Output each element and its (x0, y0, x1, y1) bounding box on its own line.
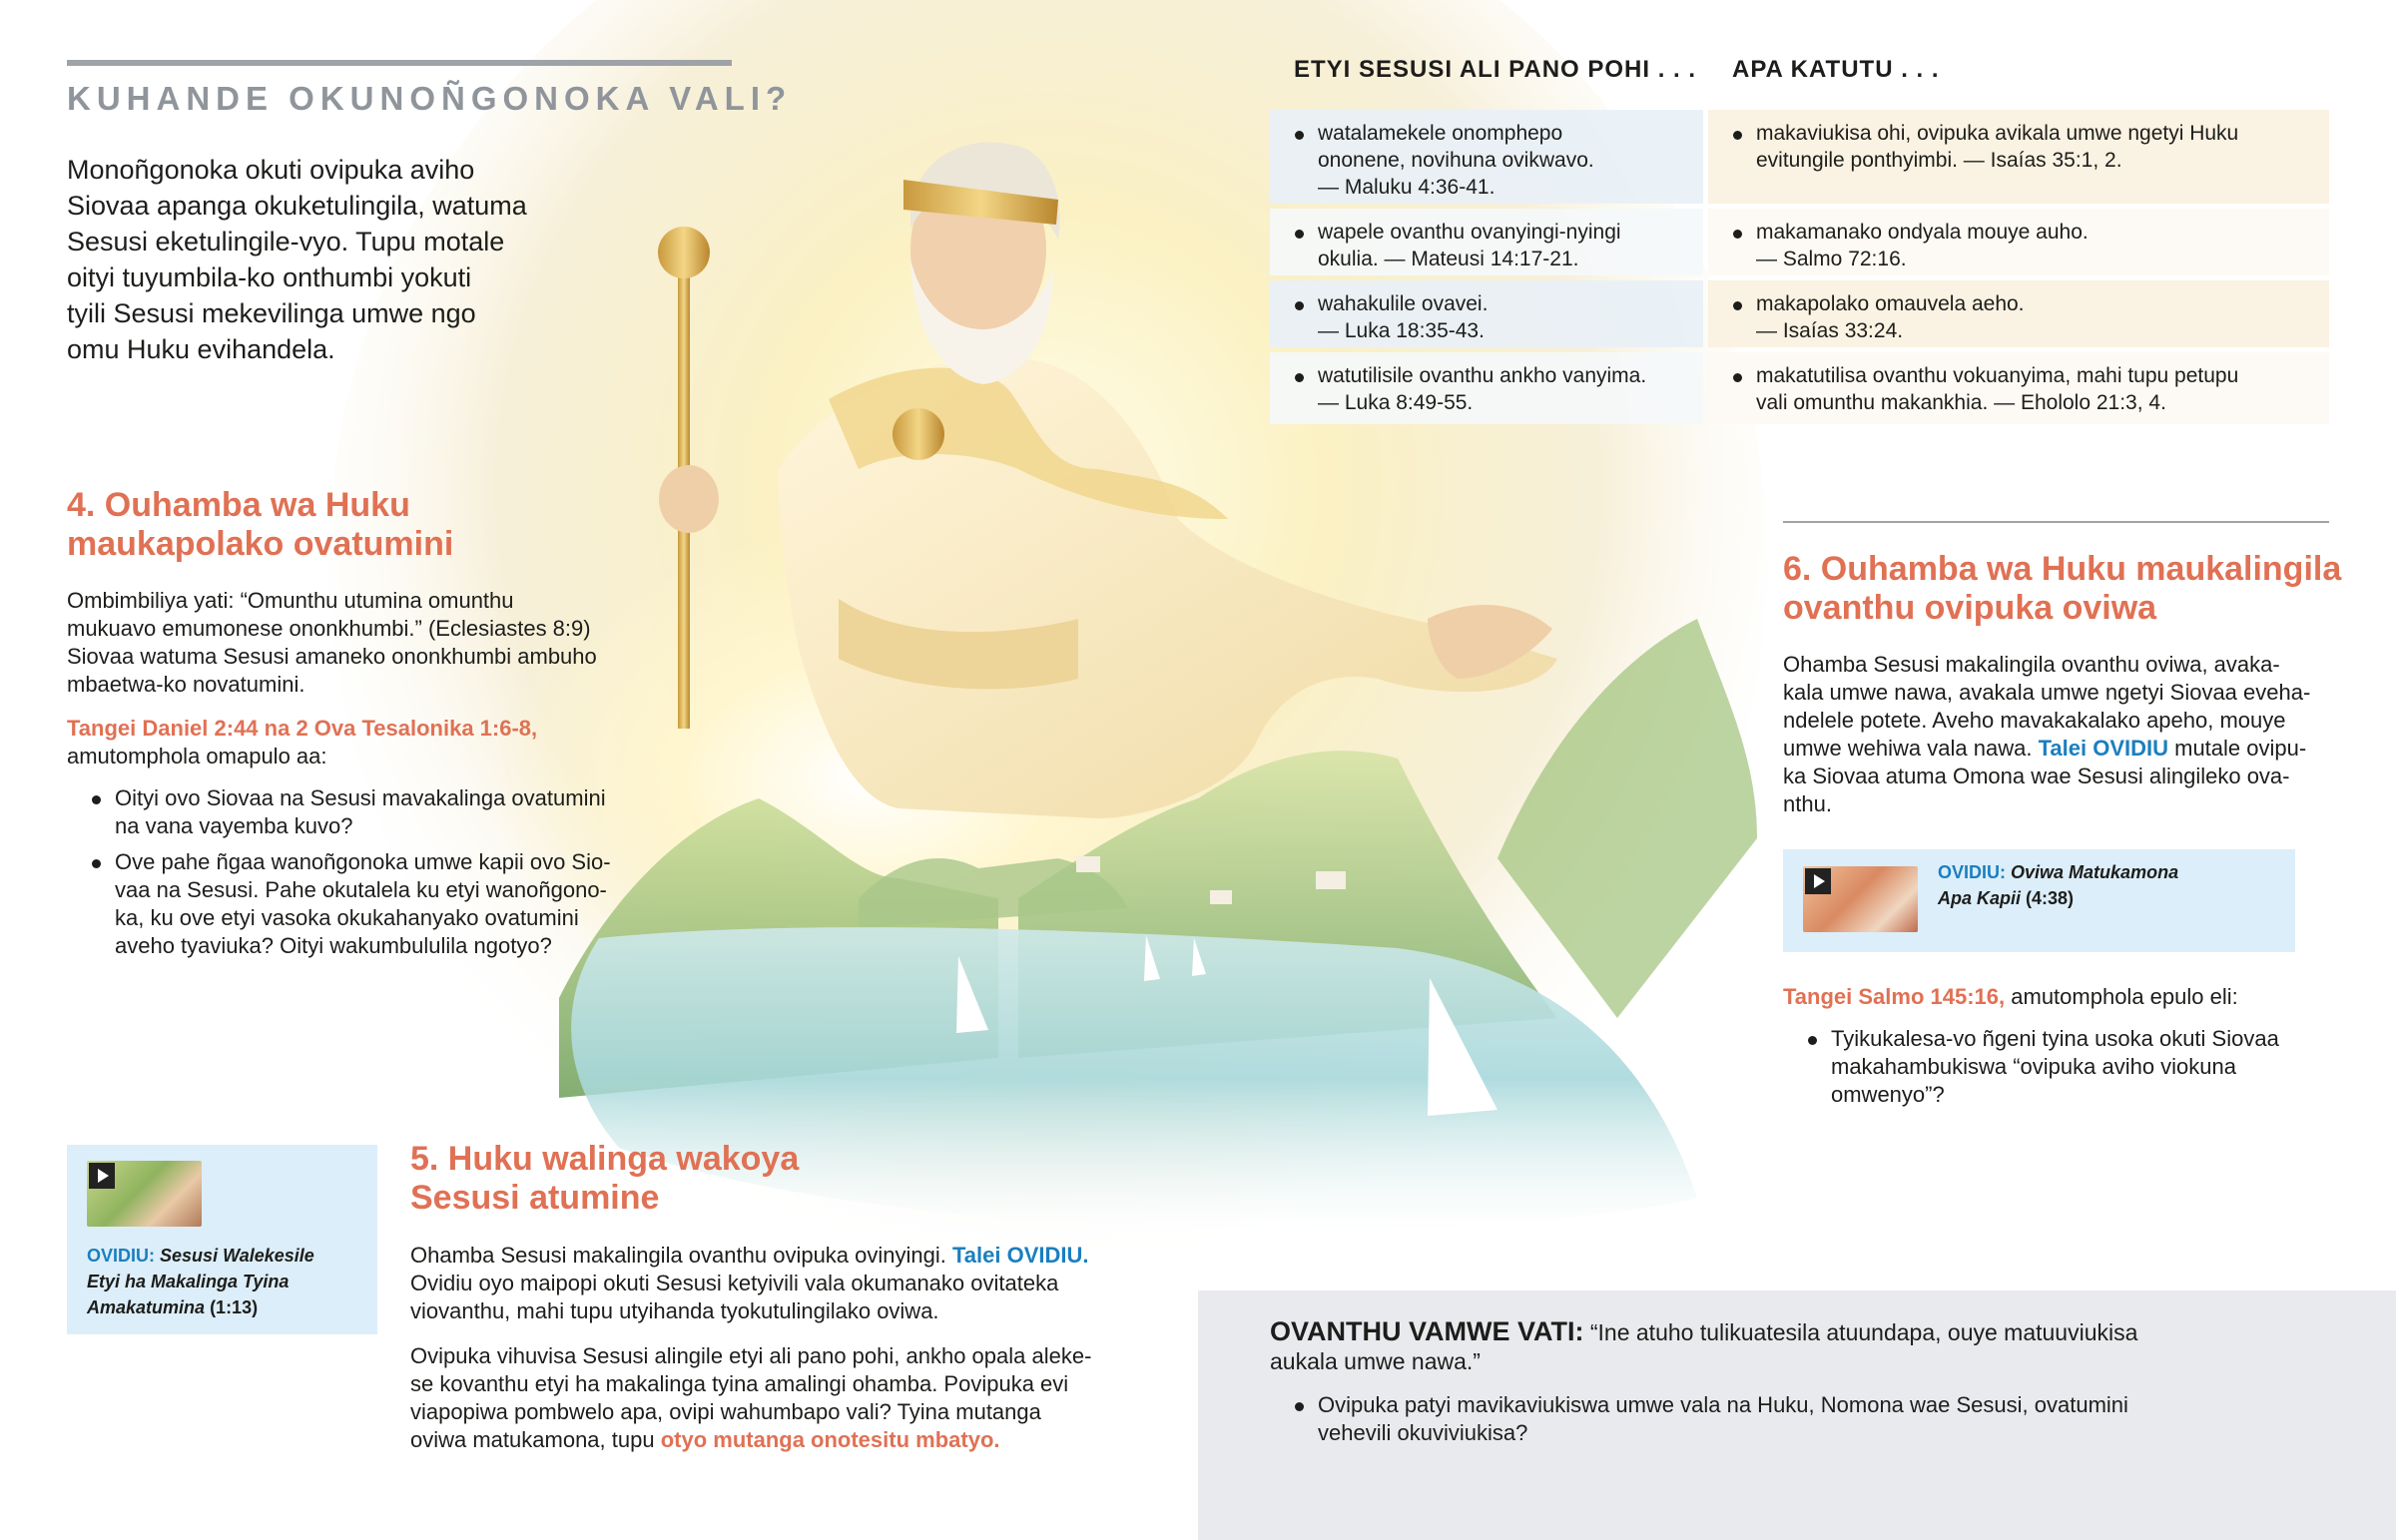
heading-line: 6. Ouhamba wa Huku maukalingila (1783, 550, 2342, 588)
table-cell-right (1708, 110, 2329, 204)
video-title-line: Sesusi Walekesile (160, 1246, 314, 1266)
cell-line: — Maluku 4:36-41. (1318, 176, 1496, 199)
cell-line: makapolako omauvela aeho. (1756, 292, 2025, 315)
table-cell-right (1708, 280, 2329, 347)
section6-rule (1783, 521, 2329, 523)
intro-line: Siovaa apanga okuketulingila, watuma (67, 191, 527, 221)
video-link[interactable]: Talei OVIDIU. (951, 1243, 1089, 1268)
quote-line (1270, 1317, 2368, 1347)
cell-line: wapele ovanthu ovanyingi-nyingi (1318, 221, 1621, 244)
video-label (87, 1243, 356, 1320)
cell-line: — Luka 8:49-55. (1318, 391, 1474, 414)
para-text: oviwa matukamona, tupu (410, 1427, 661, 1452)
video-title-line: Oviwa Matukamona (2011, 862, 2179, 882)
para-line: mbaetwa-ko novatumini. (67, 672, 305, 697)
video-title-line: Apa Kapii (1938, 888, 2022, 908)
para-line: Ovidiu oyo maipopi okuti Sesusi ketyivili vala okumanako ovitateka (410, 1271, 1059, 1295)
section4-heading (67, 486, 453, 564)
video-thumbnail[interactable] (1803, 866, 1918, 932)
table-header-left: ETYI SESUSI ALI PANO POHI . . . (1294, 56, 1697, 83)
header-rule (67, 60, 732, 66)
question-item (67, 784, 666, 840)
cell-line: — Luka 18:35-43. (1318, 319, 1485, 342)
question-line: vaa na Sesusi. Pahe okutalela ku etyi wanoñgono- (115, 877, 607, 902)
table-cell-left (1270, 110, 1703, 204)
heading-line: Sesusi atumine (410, 1179, 660, 1217)
cell-line: evitungile ponthyimbi. — Isaías 35:1, 2. (1756, 149, 2122, 172)
cell-line: vali omunthu makankhia. — Ehololo 21:3, 4. (1756, 391, 2166, 414)
para-line (410, 1426, 1149, 1454)
section4-paragraph (67, 587, 646, 699)
others-say-text (1270, 1317, 2368, 1376)
others-say-question (1270, 1391, 2368, 1455)
intro-line: Sesusi eketulingile-vyo. Tupu motale (67, 227, 505, 257)
heading-line: 4. Ouhamba wa Huku (67, 486, 410, 524)
intro-line: omu Huku evihandela. (67, 334, 335, 364)
table-cell-right (1708, 209, 2329, 275)
cell-line: wahakulile ovavei. (1318, 292, 1489, 315)
question-item (67, 848, 666, 960)
question-item (1270, 1391, 2368, 1447)
section4-reading (67, 715, 646, 770)
video-duration: (1:13) (210, 1297, 259, 1317)
table-header-right: APA KATUTU . . . (1732, 56, 1940, 83)
para-line: ndelele potete. Aveho mavakakalako apeho, mouye (1783, 708, 2286, 733)
cell-line: — Isaías 33:24. (1756, 319, 1904, 342)
video-label (1938, 859, 2277, 911)
para-line (1783, 735, 2342, 763)
question-line: omwenyo”? (1831, 1082, 1945, 1107)
table-cell-left (1270, 352, 1703, 424)
para-line: Siovaa watuma Sesusi amaneko ononkhumbi ambuho (67, 644, 597, 669)
cell-line: makamanako ondyala mouye auho. (1756, 221, 2089, 244)
cell-line: watalamekele onomphepo (1318, 122, 1563, 145)
heading-line: maukapolako ovatumini (67, 525, 454, 563)
para-line: nthu. (1783, 791, 1832, 816)
question-line: vehevili okuviviukisa? (1318, 1420, 1528, 1445)
para-line: Ombimbiliya yati: “Omunthu utumina omunthu (67, 588, 514, 613)
play-icon[interactable] (1805, 868, 1831, 894)
para-line: kala umwe nawa, avakala umwe ngetyi Siovaa eveha- (1783, 680, 2311, 705)
quote-line: aukala umwe nawa.” (1270, 1348, 1481, 1374)
scripture-reference-link[interactable]: Tangei Daniel 2:44 na 2 Ova Tesalonika 1:6-8, (67, 716, 538, 741)
section6-heading (1783, 550, 2341, 628)
section5-heading (410, 1140, 799, 1218)
table-cell-right (1708, 352, 2329, 424)
question-line: ka, ku ove etyi vasoka okukahanyako ovatumini (115, 905, 579, 930)
video-card-2[interactable] (1783, 849, 2295, 952)
reading-instruction: amutomphola omapulo aa: (67, 744, 327, 769)
video-duration: (4:38) (2026, 888, 2075, 908)
question-line: Ovipuka patyi mavikaviukiswa umwe vala na Huku, Nomona wae Sesusi, ovatumini (1318, 1392, 2128, 1417)
para-line: ka Siovaa atuma Omona wae Sesusi alingileko ova- (1783, 764, 2290, 788)
para-line: viovanthu, mahi tupu utyihanda tyokutulingilako oviwa. (410, 1298, 939, 1323)
para-text: mutale ovipu- (2168, 736, 2307, 761)
cell-line: ononene, novihuna ovikwavo. (1318, 149, 1594, 172)
intro-text (67, 152, 586, 367)
video-kind: OVIDIU: (1938, 862, 2007, 882)
cell-line: watutilisile ovanthu ankho vanyima. (1318, 364, 1647, 387)
video-card-1[interactable] (67, 1145, 377, 1334)
video-thumbnail[interactable] (87, 1161, 202, 1227)
question-line: Oityi ovo Siovaa na Sesusi mavakalinga ovatumini (115, 785, 606, 810)
intro-line: oityi tuyumbila-ko onthumbi yokuti (67, 262, 472, 292)
video-title-line: Amakatumina (87, 1297, 206, 1317)
question-line: Ove pahe ñgaa wanoñgonoka umwe kapii ovo Sio- (115, 849, 611, 874)
table-cell-left (1270, 209, 1703, 275)
intro-line: tyili Sesusi mekevilinga umwe ngo (67, 298, 476, 328)
para-line: se kovanthu etyi ha makalinga tyina amalingi ohamba. Povipuka evi (410, 1371, 1069, 1396)
test-link[interactable]: otyo mutanga onotesitu mbatyo. (660, 1427, 1000, 1452)
cell-line: makatutilisa ovanthu vokuanyima, mahi tupu petupu (1756, 364, 2239, 387)
others-say-label: OVANTHU VAMWE VATI: (1270, 1316, 1584, 1346)
question-line: Tyikukalesa-vo ñgeni tyina usoka okuti Siovaa (1831, 1026, 2279, 1051)
cell-line: — Salmo 72:16. (1756, 248, 1907, 270)
section6-reading (1783, 983, 2342, 1011)
heading-line: 5. Huku walinga wakoya (410, 1140, 800, 1178)
question-line: na vana vayemba kuvo? (115, 813, 353, 838)
section6-questions (1783, 1025, 2342, 1117)
question-line: makahambukiswa “ovipuka aviho viokuna (1831, 1054, 2236, 1079)
cell-line: makaviukisa ohi, ovipuka avikala umwe ngetyi Huku (1756, 122, 2239, 145)
question-item (1783, 1025, 2342, 1109)
video-title-line: Etyi ha Makalinga Tyina (87, 1272, 290, 1291)
para-line: Ovipuka vihuvisa Sesusi alingile etyi ali pano pohi, ankho opala aleke- (410, 1343, 1092, 1368)
video-kind: OVIDIU: (87, 1246, 156, 1266)
reading-instruction: amutomphola epulo eli: (2005, 984, 2238, 1009)
scripture-reference-link[interactable]: Tangei Salmo 145:16, (1783, 984, 2006, 1009)
page-kicker: KUHANDE OKUNOÑGONOKA VALI? (67, 80, 793, 117)
question-line: aveho tyaviuka? Oityi wakumbululila ngotyo? (115, 933, 552, 958)
para-text: umwe wehiwa vala nawa. (1783, 736, 2033, 761)
intro-line: Monoñgonoka okuti ovipuka aviho (67, 155, 475, 185)
para-text: Ohamba Sesusi makalingila ovanthu ovipuka ovinyingi. (410, 1243, 952, 1268)
section4-questions (67, 784, 666, 968)
section6-paragraph (1783, 651, 2342, 818)
play-icon[interactable] (89, 1163, 115, 1189)
quote-text: “Ine atuho tulikuatesila atuundapa, ouye matuuviukisa (1589, 1319, 2138, 1345)
section5-paragraph-2 (410, 1342, 1149, 1454)
table-cell-left (1270, 280, 1703, 347)
heading-line: ovanthu ovipuka oviwa (1783, 589, 2157, 627)
para-line: mukuavo emumonese ononkhumbi.” (Eclesiastes 8:9) (67, 616, 591, 641)
para-line: Ohamba Sesusi makalingila ovanthu oviwa, avaka- (1783, 652, 2280, 677)
cell-line: okulia. — Mateusi 14:17-21. (1318, 248, 1579, 270)
section5-paragraph-1 (410, 1242, 1149, 1325)
para-line: viapopiwa pombwelo apa, ovipi wahumbapo vali? Tyina mutanga (410, 1399, 1041, 1424)
para-line (410, 1242, 1149, 1270)
video-link[interactable]: Talei OVIDIU (2038, 736, 2168, 761)
